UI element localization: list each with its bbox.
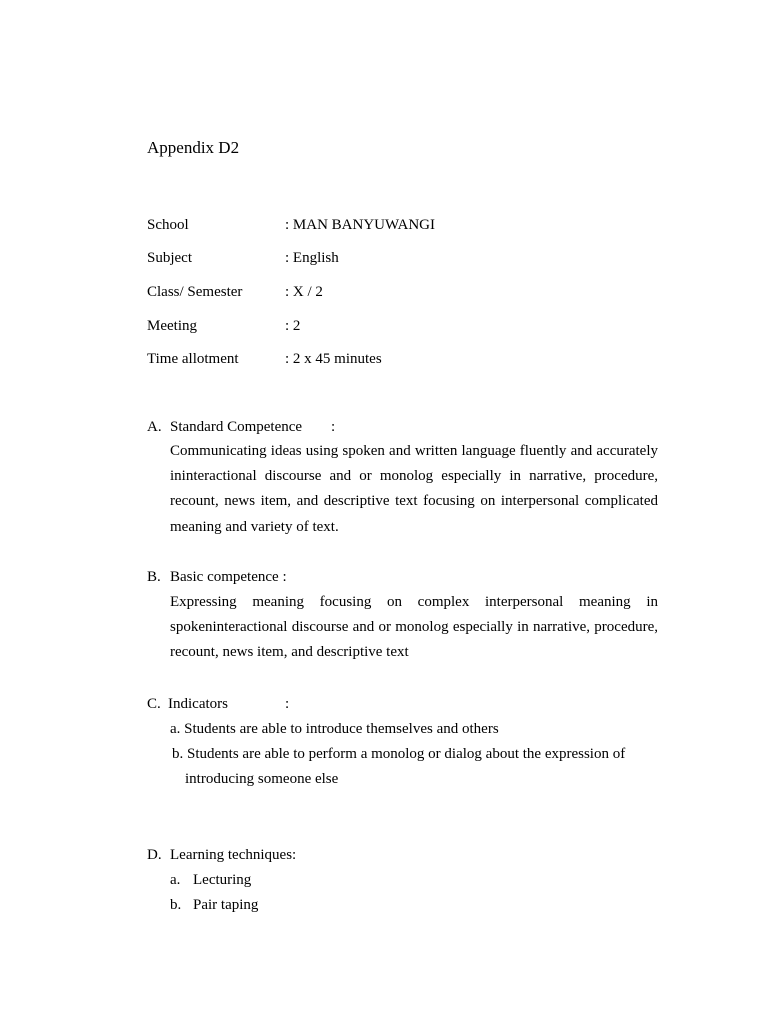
section-letter: C. bbox=[147, 696, 161, 712]
section-d-heading bbox=[147, 846, 296, 864]
list-text: Pair taping bbox=[193, 897, 259, 913]
section-a-body: Communicating ideas using spoken and written language fluently and accurately ininteractional discourse and or monolog especially in narrative, procedure, recount, news item, and descriptive text focusing on interpersonal complicated meaning and variety of text. bbox=[170, 443, 658, 535]
section-b-heading bbox=[147, 568, 287, 586]
section-letter: B. bbox=[147, 569, 161, 585]
list-marker: b. bbox=[170, 897, 182, 913]
list-marker: a. bbox=[170, 872, 181, 888]
info-value: : 2 x 45 minutes bbox=[285, 351, 382, 367]
section-b-body: Expressing meaning focusing on complex interpersonal meaning in spokeninteractional discourse and or monolog especially in narrative, procedure, recount, news item, and descriptive text bbox=[170, 594, 658, 661]
info-label: Subject bbox=[147, 250, 192, 266]
info-label: Time allotment bbox=[147, 351, 239, 367]
section-heading-text: Standard Competence bbox=[170, 419, 303, 435]
info-row-meeting bbox=[147, 317, 667, 337]
section-c-heading bbox=[147, 695, 228, 713]
info-value: : MAN BANYUWANGI bbox=[285, 217, 435, 233]
indicator-item: a. Students are able to introduce themselves and others bbox=[170, 721, 499, 737]
section-heading-text: Learning techniques: bbox=[170, 847, 297, 863]
list-text: Lecturing bbox=[193, 872, 252, 888]
section-heading-text: Indicators bbox=[168, 696, 228, 712]
section-heading-text: Basic competence : bbox=[170, 569, 287, 585]
info-label: Meeting bbox=[147, 318, 197, 334]
info-row-subject bbox=[147, 249, 667, 269]
technique-item bbox=[170, 871, 251, 889]
info-row-time-allotment bbox=[147, 350, 667, 370]
section-c-colon: : bbox=[285, 696, 290, 712]
section-letter: D. bbox=[147, 847, 162, 863]
info-value: : 2 bbox=[285, 318, 301, 334]
page-title: Appendix D2 bbox=[147, 138, 240, 157]
info-value: : English bbox=[285, 250, 339, 266]
section-a-colon: : bbox=[331, 419, 336, 435]
technique-item bbox=[170, 896, 258, 914]
indicator-item: b. Students are able to perform a monolog or dialog about the expression of bbox=[172, 746, 626, 762]
section-a-heading bbox=[147, 418, 302, 436]
info-row-class-semester bbox=[147, 283, 667, 303]
info-row-school bbox=[147, 216, 667, 236]
info-value: : X / 2 bbox=[285, 284, 323, 300]
info-label: School bbox=[147, 217, 189, 233]
section-letter: A. bbox=[147, 419, 162, 435]
indicator-item-continuation: introducing someone else bbox=[185, 771, 339, 787]
info-label: Class/ Semester bbox=[147, 284, 243, 300]
